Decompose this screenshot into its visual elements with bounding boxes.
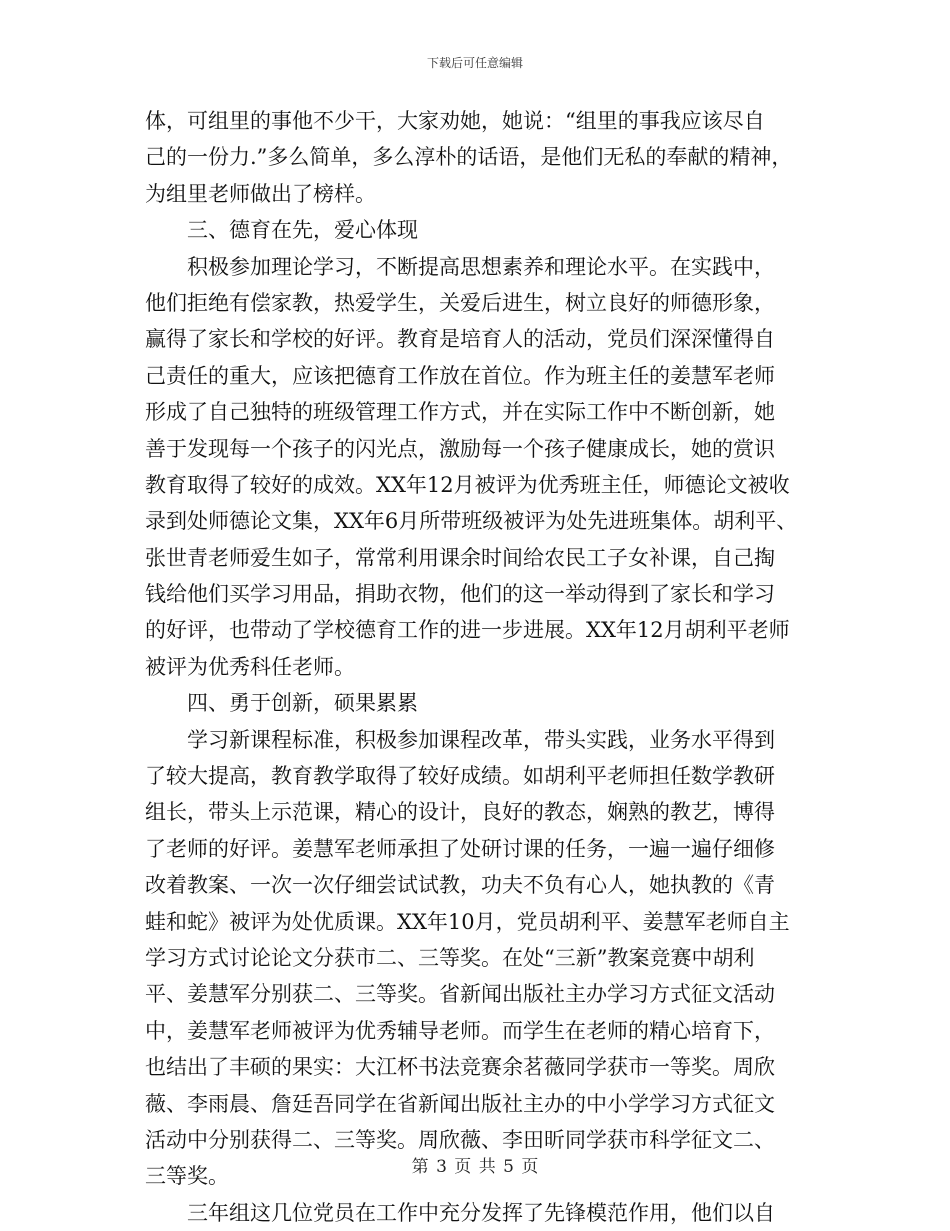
paragraph-line: 己的一份力.”多么简单，多么淳朴的话语，是他们无私的奉献的精神，: [145, 145, 793, 170]
paragraph-line: 被评为优秀科任老师。: [145, 654, 355, 679]
paragraph-line-indented: 四、勇于创新，硕果累累: [187, 691, 418, 716]
paragraph-line: 赢得了家长和学校的好评。教育是培育人的活动，党员们深深懂得自: [145, 327, 775, 352]
paragraph-line: 学习方式讨论论文分获市二、三等奖。在处“三新”教案竞赛中胡利: [145, 945, 755, 970]
paragraph-line: 薇、李雨晨、詹廷吾同学在省新闻出版社主办的中小学学习方式征文: [145, 1091, 775, 1116]
paragraph-line: 了较大提高，教育教学取得了较好成绩。如胡利平老师担任数学教研: [145, 764, 775, 789]
paragraph-line: 活动中分别获得二、三等奖。周欣薇、李田昕同学获市科学征文二、: [145, 1127, 775, 1152]
page-number-footer: 第 3 页 共 5 页: [411, 1157, 539, 1177]
paragraph-line: 录到处师德论文集，XX年6月所带班级被评为处先进班集体。胡利平、: [145, 509, 798, 534]
paragraph-line: 形成了自己独特的班级管理工作方式，并在实际工作中不断创新，她: [145, 400, 775, 425]
paragraph-line: 平、姜慧军分别获二、三等奖。省新闻出版社主办学习方式征文活动: [145, 982, 775, 1007]
paragraph-line: 三等奖。: [145, 1164, 229, 1189]
paragraph-line: 为组里老师做出了榜样。: [145, 181, 376, 206]
paragraph-line-indented: 三年组这几位党员在工作中充分发挥了先锋模范作用，他们以自: [187, 1200, 775, 1225]
paragraph-line: 中，姜慧军老师被评为优秀辅导老师。而学生在老师的精心培育下，: [145, 1018, 775, 1043]
paragraph-line: 善于发现每一个孩子的闪光点，激励每一个孩子健康成长，她的赏识: [145, 436, 775, 461]
paragraph-line: 也结出了丰硕的果实：大江杯书法竞赛余茗薇同学获市一等奖。周欣: [145, 1055, 775, 1080]
paragraph-line: 蛙和蛇》被评为处优质课。XX年10月，党员胡利平、姜慧军老师自主: [145, 909, 790, 934]
paragraph-line: 体，可组里的事他不少干，大家劝她，她说：“组里的事我应该尽自: [145, 109, 765, 133]
paragraph-line: 改着教案、一次一次仔细尝试试教，功夫不负有心人，她执教的《青: [145, 873, 775, 898]
paragraph-line: 组长，带头上示范课，精心的设计，良好的教态，娴熟的教艺，博得: [145, 800, 775, 825]
paragraph-line-indented: 三、德育在先，爱心体现: [187, 218, 418, 243]
paragraph-line: 的好评，也带动了学校德育工作的进一步进展。XX年12月胡利平老师: [145, 618, 790, 643]
paragraph-line: 他们拒绝有偿家教，热爱学生，关爱后进生，树立良好的师德形象，: [145, 290, 775, 315]
paragraph-line: 钱给他们买学习用品，捐助衣物，他们的这一举动得到了家长和学习: [145, 582, 775, 607]
paragraph-line: 教育取得了较好的成效。XX年12月被评为优秀班主任，师德论文被收: [145, 472, 790, 497]
document-body: [145, 103, 825, 1231]
paragraph-line: 张世青老师爱生如子，常常利用课余时间给农民工子女补课，自己掏: [145, 545, 775, 570]
paragraph-line: 己责任的重大，应该把德育工作放在首位。作为班主任的姜慧军老师: [145, 363, 775, 388]
paragraph-line-indented: 学习新课程标准，积极参加课程改革，带头实践，业务水平得到: [187, 727, 775, 752]
paragraph-line-indented: 积极参加理论学习，不断提高思想素养和理论水平。在实践中，: [187, 254, 775, 279]
page-header-note: 下载后可任意编辑: [426, 56, 523, 70]
paragraph-line: 了老师的好评。姜慧军老师承担了处研讨课的任务，一遍一遍仔细修: [145, 836, 775, 861]
